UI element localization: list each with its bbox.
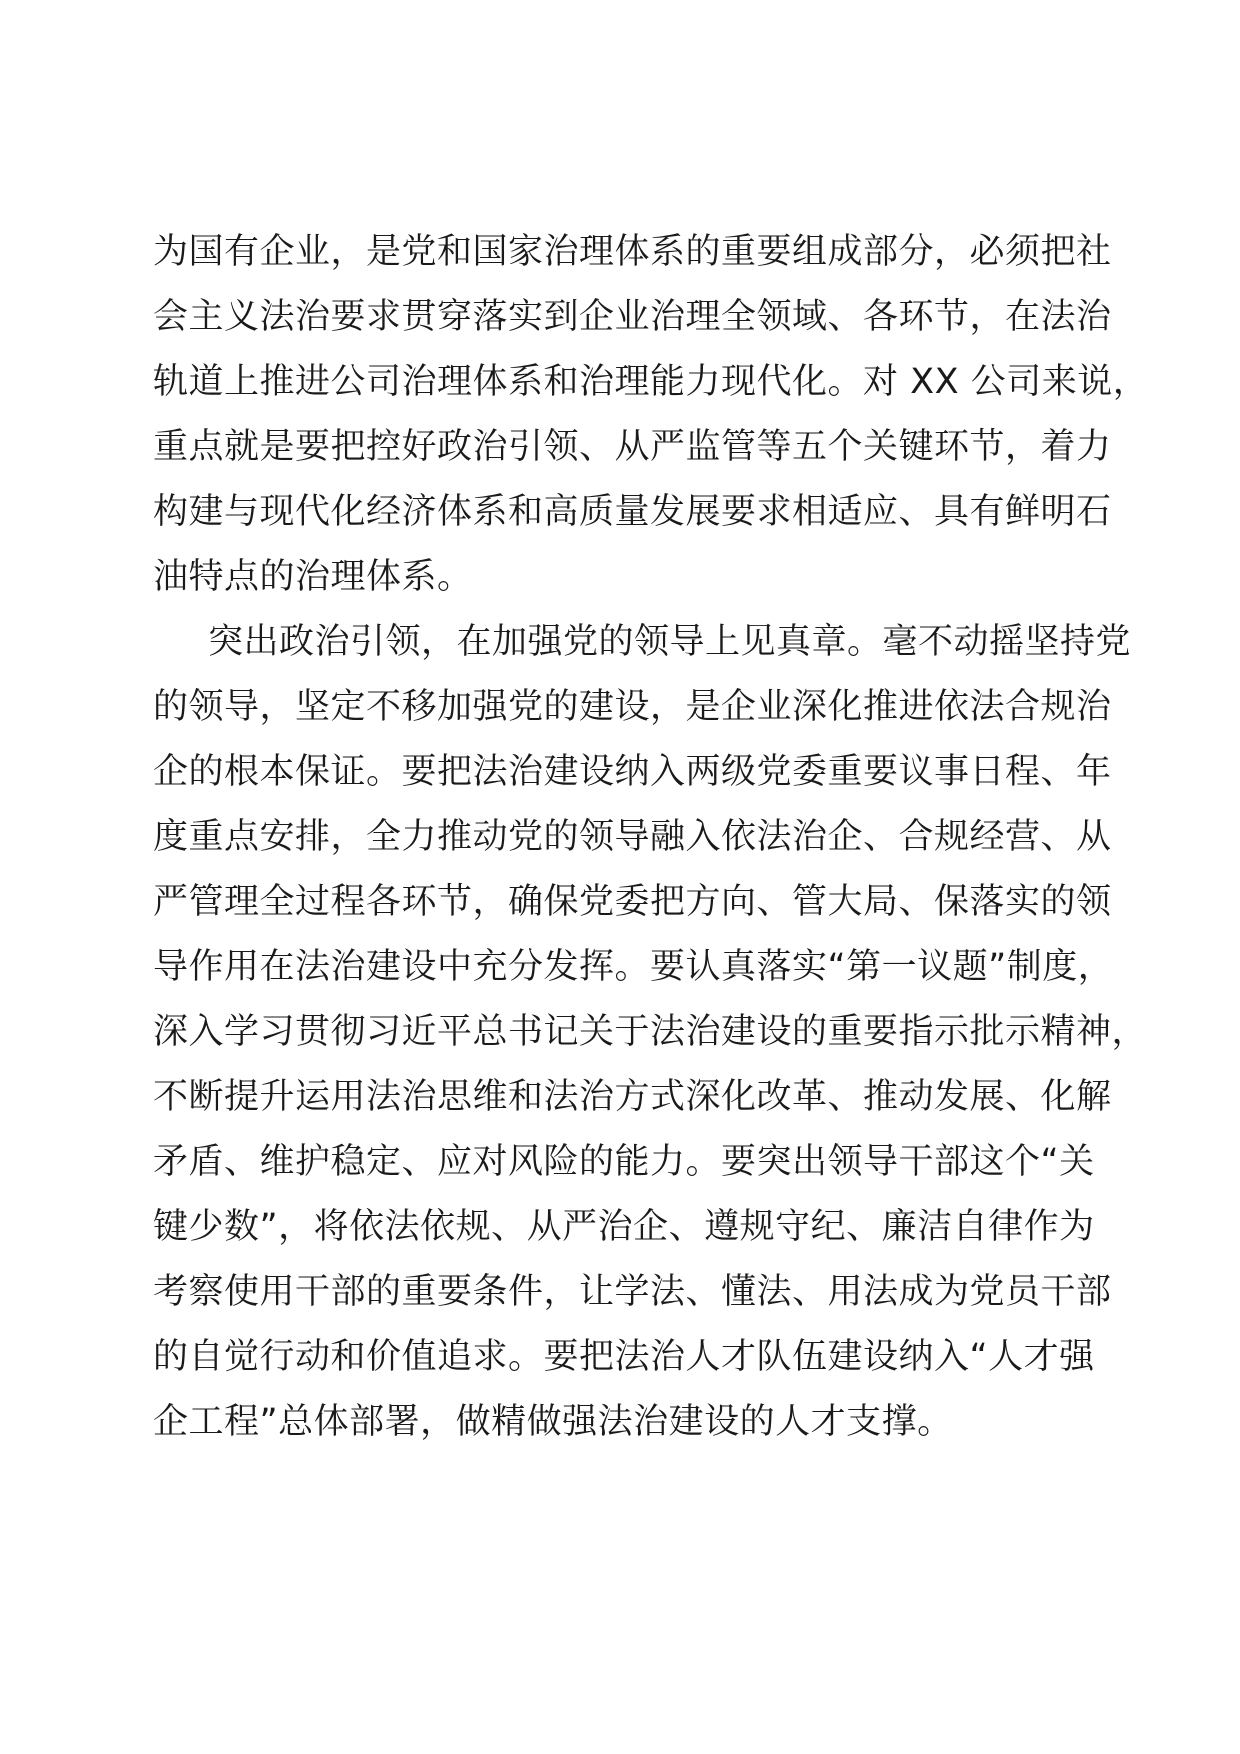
paragraph-2 — [153, 610, 1148, 1455]
document-body — [153, 220, 1149, 1455]
text-line: 导作用在法治建设中充分发挥。要认真落实“第一议题”制度， — [153, 947, 1114, 987]
text-line: 油特点的治理体系。 — [153, 557, 473, 597]
text-line: 轨道上推进公司治理体系和治理能力现代化。对 XX 公司来说， — [153, 362, 1149, 402]
text-line: 矛盾、维护稳定、应对风险的能力。要突出领导干部这个“关 — [153, 1142, 1095, 1182]
text-line: 的自觉行动和价值追求。要把法治人才队伍建设纳入“人才强 — [153, 1337, 1095, 1377]
text-line: 构建与现代化经济体系和高质量发展要求相适应、具有鲜明石 — [153, 492, 1112, 532]
text-line: 企的根本保证。要把法治建设纳入两级党委重要议事日程、年 — [153, 752, 1112, 792]
text-line: 严管理全过程各环节，确保党委把方向、管大局、保落实的领 — [153, 882, 1112, 922]
text-line: 为国有企业，是党和国家治理体系的重要组成部分，必须把社 — [153, 232, 1112, 272]
text-line: 的领导，坚定不移加强党的建设，是企业深化推进依法合规治 — [153, 687, 1112, 727]
text-line: 突出政治引领，在加强党的领导上见真章。毫不动摇坚持党 — [208, 622, 1132, 662]
text-line: 度重点安排，全力推动党的领导融入依法治企、合规经营、从 — [153, 817, 1112, 857]
text-line: 键少数”，将依法依规、从严治企、遵规守纪、廉洁自律作为 — [153, 1207, 1095, 1247]
text-line: 考察使用干部的重要条件，让学法、懂法、用法成为党员干部 — [153, 1272, 1112, 1312]
text-line: 不断提升运用法治思维和法治方式深化改革、推动发展、化解 — [153, 1077, 1112, 1117]
paragraph-1 — [153, 220, 1149, 610]
text-line: 企工程”总体部署，做精做强法治建设的人才支撑。 — [153, 1402, 953, 1442]
text-line: 深入学习贯彻习近平总书记关于法治建设的重要指示批示精神， — [153, 1012, 1148, 1052]
text-line: 重点就是要把控好政治引领、从严监管等五个关键环节，着力 — [153, 427, 1112, 467]
text-line: 会主义法治要求贯穿落实到企业治理全领域、各环节，在法治 — [153, 297, 1112, 337]
